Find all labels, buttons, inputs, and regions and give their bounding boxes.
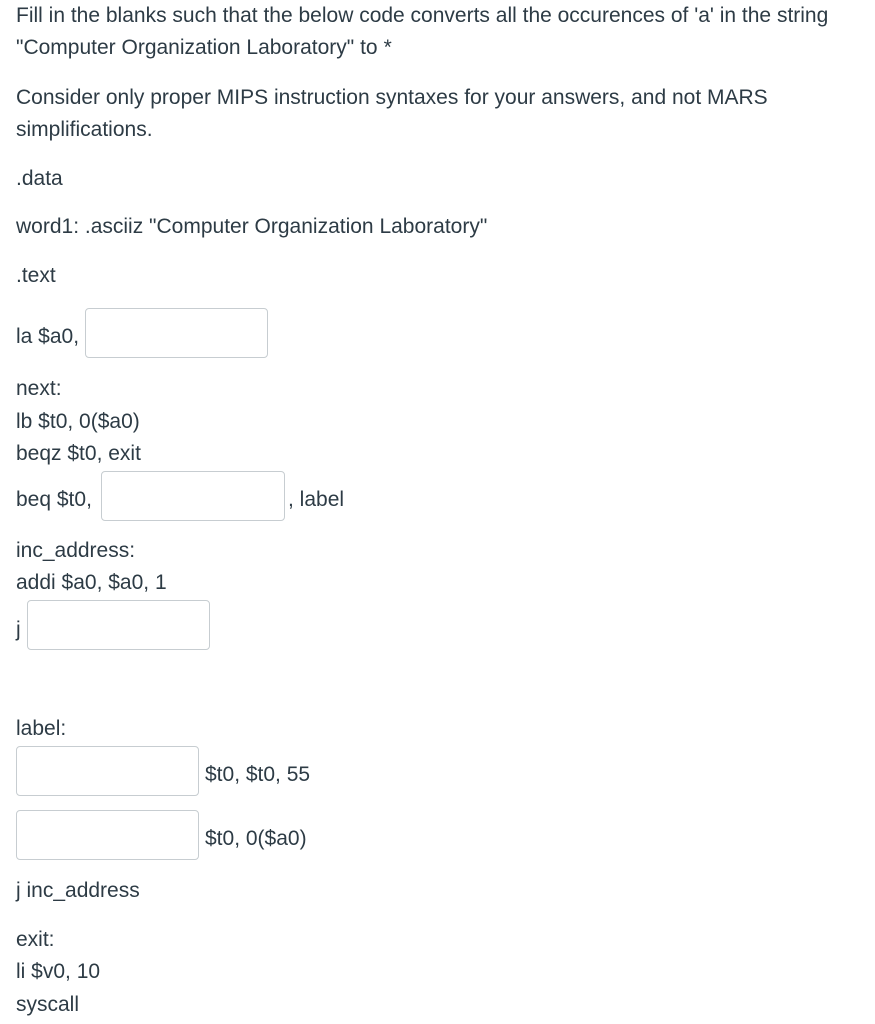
question-prompt — [16, 0, 866, 64]
question-note: Consider only proper MIPS instruction syntaxes for your answers, and not MARS simplifications. — [16, 86, 768, 141]
blank-4-suffix: $t0, $t0, 55 — [205, 763, 311, 786]
blank-1-input[interactable] — [85, 308, 268, 358]
j-instruction-prefix: j — [16, 618, 21, 641]
blank-5-suffix: $t0, 0($a0) — [205, 827, 307, 850]
blank-5-input[interactable] — [16, 810, 199, 860]
syscall-instruction: syscall — [16, 993, 80, 1016]
blank-2-input[interactable] — [101, 471, 285, 521]
label-label: label: — [16, 717, 67, 740]
data-directive: .data — [16, 167, 63, 190]
question-prompt-text: Fill in the blanks such that the below code converts all the occurences of 'a' in the string "Computer Organization Laboratory" to — [16, 4, 829, 59]
inc-address-label: inc_address: — [16, 539, 136, 562]
la-instruction-prefix: la $a0, — [16, 325, 80, 348]
beqz-instruction: beqz $t0, exit — [16, 442, 141, 465]
beq-instruction-prefix: beq $t0, — [16, 488, 92, 511]
next-label: next: — [16, 377, 62, 400]
text-directive: .text — [16, 264, 56, 287]
beq-instruction-suffix: , label — [288, 488, 345, 511]
exit-label: exit: — [16, 928, 55, 951]
blank-4-input[interactable] — [16, 746, 199, 796]
j-inc-address-instruction: j inc_address — [16, 879, 140, 902]
lb-instruction: lb $t0, 0($a0) — [16, 410, 140, 433]
blank-3-input[interactable] — [27, 600, 210, 650]
addi-instruction: addi $a0, $a0, 1 — [16, 571, 167, 594]
word-declaration: word1: .asciiz "Computer Organization Laboratory" — [16, 215, 488, 238]
li-instruction: li $v0, 10 — [16, 960, 101, 983]
required-asterisk: * — [383, 36, 392, 59]
